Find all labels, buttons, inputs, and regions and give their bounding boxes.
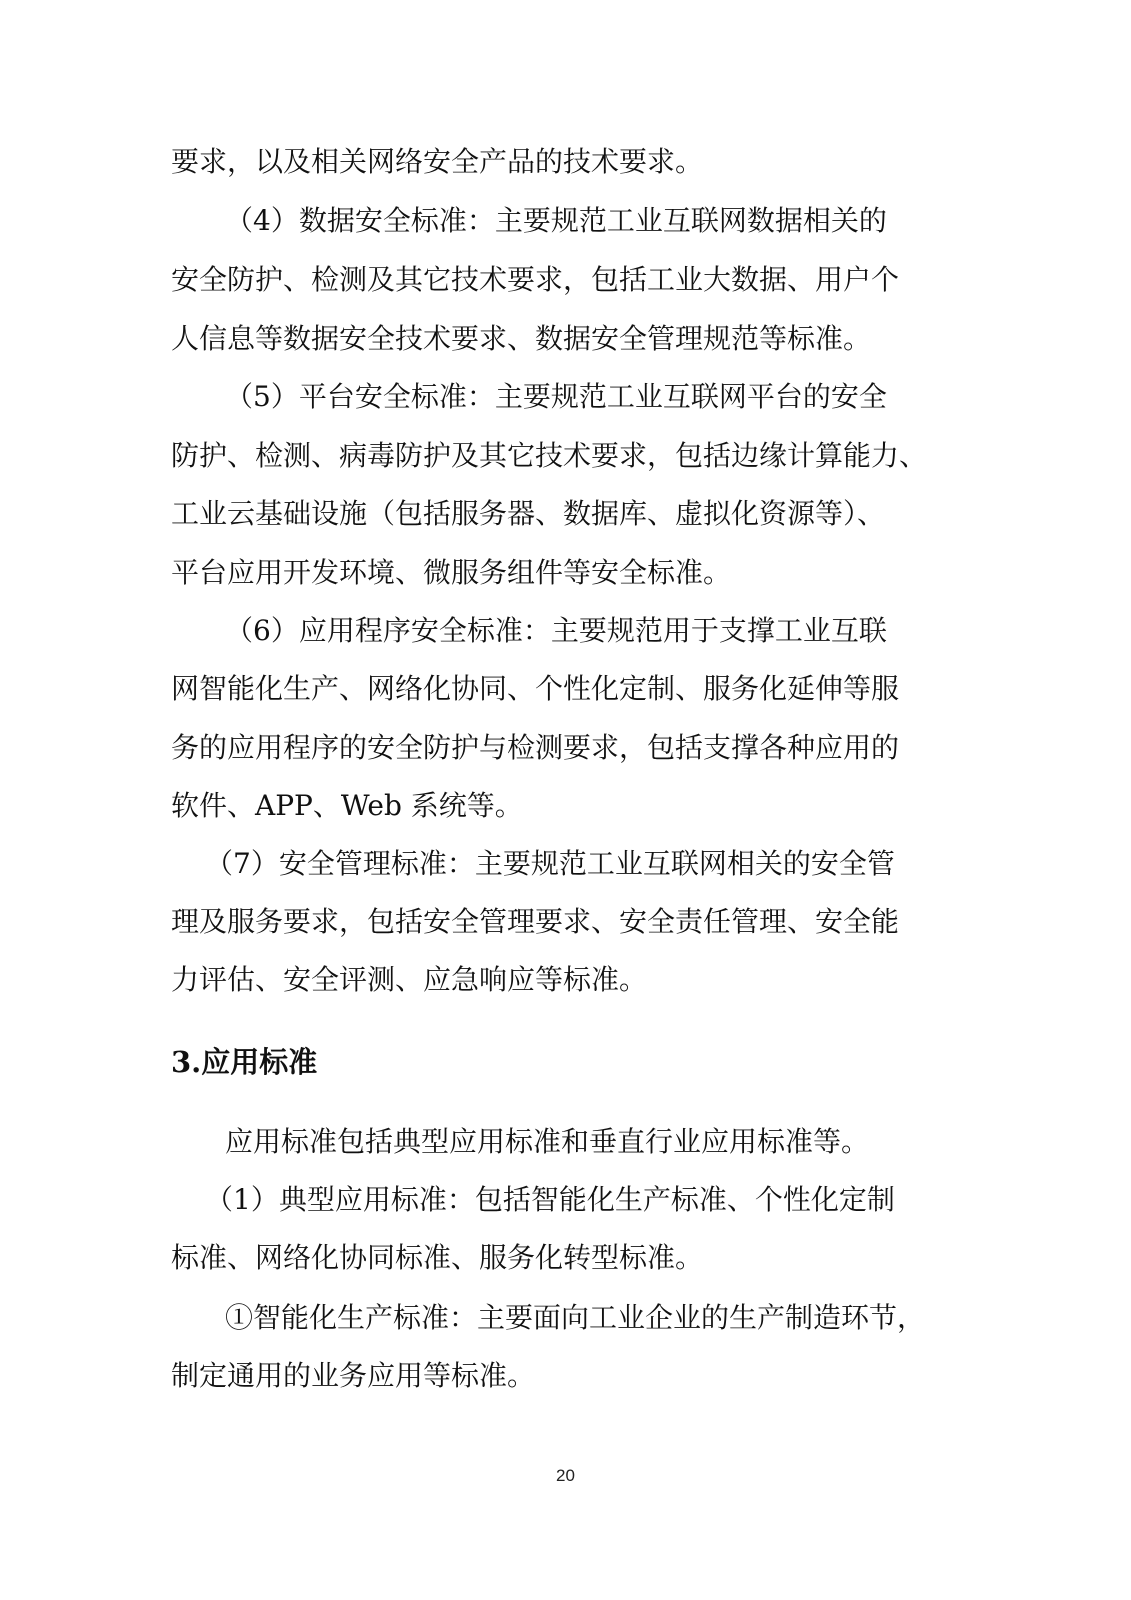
paragraph-line: 要求，以及相关网络安全产品的技术要求。 (171, 145, 704, 178)
paragraph-line: 应用标准包括典型应用标准和垂直行业应用标准等。 (225, 1125, 870, 1158)
paragraph-line: （6）应用程序安全标准：主要规范用于支撑工业互联 (225, 614, 887, 647)
paragraph-line: 防护、检测、病毒防护及其它技术要求，包括边缘计算能力、 (171, 439, 928, 472)
paragraph-line: 安全防护、检测及其它技术要求，包括工业大数据、用户个 (171, 263, 900, 296)
paragraph-line: 网智能化生产、网络化协同、个性化定制、服务化延伸等服 (171, 672, 900, 705)
paragraph-line: 力评估、安全评测、应急响应等标准。 (171, 963, 648, 996)
paragraph-line: （5）平台安全标准：主要规范工业互联网平台的安全 (225, 380, 887, 413)
paragraph-line: （1）典型应用标准：包括智能化生产标准、个性化定制 (205, 1183, 895, 1216)
paragraph-line: 软件、APP、Web 系统等。 (171, 789, 523, 822)
paragraph-line: 人信息等数据安全技术要求、数据安全管理规范等标准。 (171, 322, 872, 355)
paragraph-line: 理及服务要求，包括安全管理要求、安全责任管理、安全能 (171, 905, 900, 938)
paragraph-line: （7）安全管理标准：主要规范工业互联网相关的安全管 (205, 847, 895, 880)
paragraph-line: 制定通用的业务应用等标准。 (171, 1359, 536, 1392)
page-number: 20 (556, 1466, 575, 1485)
paragraph-line: ①智能化生产标准：主要面向工业企业的生产制造环节， (225, 1301, 926, 1334)
paragraph-line: 工业云基础设施（包括服务器、数据库、虚拟化资源等）、 (171, 497, 886, 530)
paragraph-line: 平台应用开发环境、微服务组件等安全标准。 (171, 556, 732, 589)
paragraph-line: （4）数据安全标准：主要规范工业互联网数据相关的 (225, 204, 887, 237)
paragraph-line: 务的应用程序的安全防护与检测要求，包括支撑各种应用的 (171, 731, 900, 764)
paragraph-line: 标准、网络化协同标准、服务化转型标准。 (171, 1241, 704, 1274)
section-heading: 3.应用标准 (171, 1045, 318, 1079)
